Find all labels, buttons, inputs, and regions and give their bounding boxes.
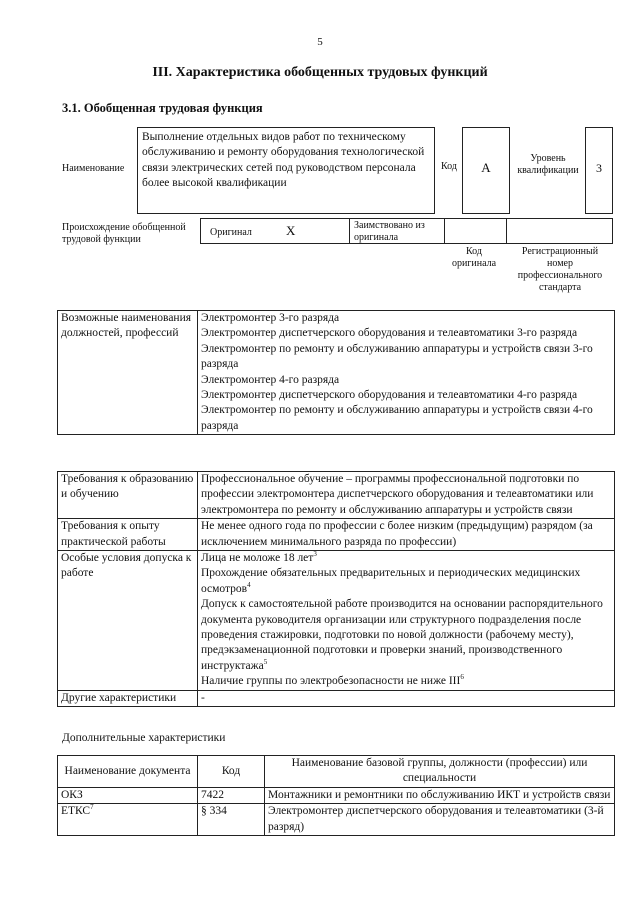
name-label: Наименование: [62, 163, 125, 174]
position-item: Электромонтер по ремонту и обслуживанию аппаратуры и устройств связи 3-го разряда: [201, 342, 593, 371]
origin-box: [200, 218, 613, 244]
section-title: III. Характеристика обобщенных трудовых функций: [152, 65, 488, 80]
code-label: Код: [441, 161, 457, 172]
special-item: Прохождение обязательных предварительных и периодических медицинских осмотров$^4$: [201, 567, 581, 595]
reg-number-label: Регистрационный номер профессионального стандарта: [517, 246, 603, 293]
row-name: Монтажники и ремонтники по обслуживанию ИКТ и устройств связи: [265, 787, 615, 803]
row-doc: ОКЗ: [61, 788, 83, 801]
position-item: Электромонтер диспетчерского оборудования и телеавтоматики 4-го разряда: [201, 389, 578, 402]
level-value: 3: [596, 161, 602, 175]
col-doc-header: Наименование документа: [58, 756, 198, 788]
requirements-table: [57, 471, 615, 707]
origin-divider-2: [444, 219, 445, 243]
name-value-box: [137, 127, 435, 214]
level-value-box: [585, 127, 613, 214]
position-item: Электромонтер по ремонту и обслуживанию аппаратуры и устройств связи 4-го разряда: [201, 404, 593, 432]
education-label: Требования к образованию и обучению: [58, 472, 198, 519]
row-code: 7422: [198, 787, 265, 803]
special-item: Лица не моложе 18 лет$^3$: [201, 550, 317, 565]
code-value-box: [462, 127, 510, 214]
special-item: Допуск к самостоятельной работе производится на основании распорядительного документа руководителя организации или структурного подразделения после проведения стажировки, подготовки по новой должности (рабочему месту), предэкзаменационной подготовки и проверки знаний, производственного инструктажа$^5$: [201, 598, 603, 672]
col-name-header: Наименование базовой группы, должности (профессии) или специальности: [265, 756, 615, 788]
positions-list: [198, 311, 615, 435]
table-row: [58, 787, 615, 803]
position-item: Электромонтер 3-го разряда: [201, 312, 340, 324]
row-name: Электромонтер диспетчерского оборудования и телеавтоматики (3-й разряд): [265, 804, 615, 836]
education-value: Профессиональное обучение – программы профессиональной подготовки по профессии электромонтера диспетчерского оборудования и телеавтоматики или электромонтера по ремонту и обслуживанию аппаратуры и устройств связи: [198, 472, 615, 519]
name-value: Выполнение отдельных видов работ по техническому обслуживанию и ремонту оборудования технологической связи электрических сетей под руководством персонала более высокой квалификации: [142, 131, 425, 190]
special-conditions: [198, 551, 615, 691]
other-value: -: [198, 690, 615, 706]
col-code-header: Код: [198, 756, 265, 788]
other-label: Другие характеристики: [58, 690, 198, 706]
additional-table: [57, 755, 615, 836]
row-code: § 334: [198, 804, 265, 836]
positions-label: Возможные наименования должностей, профессий: [58, 311, 198, 435]
origin-divider-3: [506, 219, 507, 243]
additional-title: Дополнительные характеристики: [62, 732, 226, 744]
borrowed-label: Заимствовано из оригинала: [354, 220, 425, 243]
positions-table: [57, 310, 615, 435]
origin-label: Происхождение обобщенной трудовой функции: [62, 222, 186, 245]
level-label: Уровень квалификации: [517, 153, 579, 176]
row-doc: ЕТКС: [61, 805, 91, 818]
page-number: 5: [317, 36, 323, 48]
original-label: Оригинал: [210, 227, 252, 238]
table-row: ЕТКС$^7$ § 334 Электромонтер диспетчерского оборудования и телеавтоматики (3-й разряд): [58, 804, 615, 836]
subsection-title: 3.1. Обобщенная трудовая функция: [62, 101, 263, 115]
code-value: A: [481, 160, 491, 175]
position-item: Электромонтер диспетчерского оборудования и телеавтоматики 3-го разряда: [201, 327, 578, 340]
experience-value: Не менее одного года по профессии с более низким (предыдущим) разрядом (за исключением минимального разряда по профессии): [198, 519, 615, 551]
special-item: Наличие группы по электробезопасности не ниже III$^6$: [201, 673, 464, 688]
experience-label: Требования к опыту практической работы: [58, 519, 198, 551]
special-label: Особые условия допуска к работе: [58, 551, 198, 691]
code-original-label: Код оригинала: [451, 246, 497, 269]
origin-divider-1: [349, 219, 350, 243]
original-mark: X: [286, 223, 296, 238]
position-item: Электромонтер 4-го разряда: [201, 373, 340, 386]
